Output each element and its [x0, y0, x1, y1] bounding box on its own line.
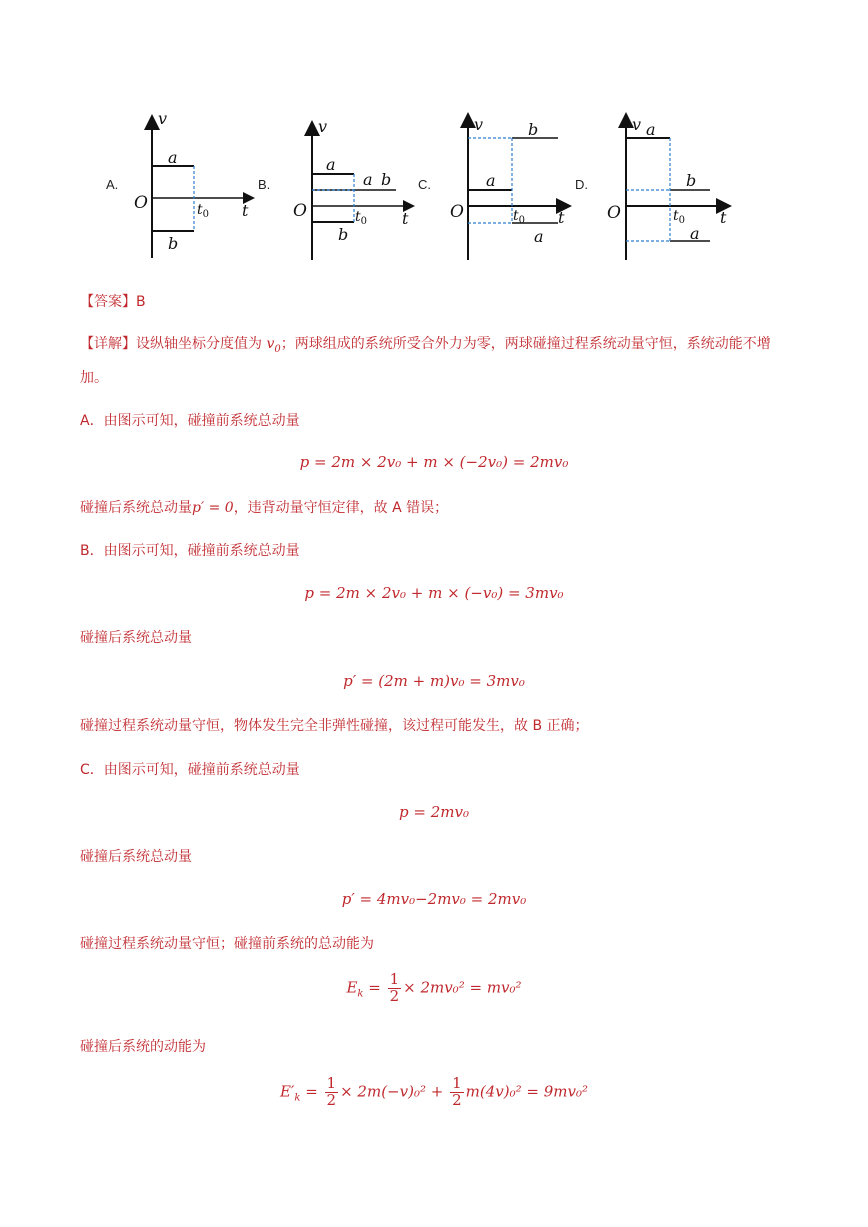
option-a-title: A．由图示可知，碰撞前系统总动量: [80, 413, 300, 429]
svg-text:t: t: [558, 208, 565, 227]
option-b-after-equation: p′ = (2m + m)v₀ = 3mv₀: [343, 672, 525, 690]
option-a-conclusion: 碰撞后系统总动量p′ = 0，违背动量守恒定律，故 A 错误；: [80, 500, 449, 516]
svg-text:b: b: [381, 170, 392, 189]
vt-graph-b: [290, 108, 420, 268]
answer-value: B: [136, 294, 146, 310]
svg-text:a: a: [363, 170, 373, 189]
svg-text:O: O: [450, 202, 464, 222]
option-c-after: 碰撞后系统总动量: [80, 849, 192, 865]
option-d-label: D.: [575, 177, 588, 192]
option-c-ke-after: 碰撞后系统的动能为: [80, 1039, 206, 1055]
option-c-label: C.: [418, 177, 431, 192]
option-b-title: B．由图示可知，碰撞前系统总动量: [80, 543, 300, 559]
origin-label: O: [134, 193, 148, 213]
v-label: v: [158, 109, 168, 128]
vt-graph-a: [130, 108, 260, 268]
svg-text:O: O: [293, 201, 307, 221]
option-c-equation: p = 2mv₀: [399, 803, 469, 821]
option-a-label: A.: [106, 177, 119, 192]
answer-tag: 答案: [94, 294, 122, 310]
option-b-after: 碰撞后系统总动量: [80, 630, 192, 646]
option-b-label: B.: [258, 177, 271, 192]
option-c-ke-equation: $E_k$ = $\frac{1}{2}$ × 2mv₀² = mv₀²: [346, 970, 522, 1005]
line-b-label: b: [168, 234, 179, 253]
line-a-label: a: [168, 148, 178, 167]
svg-text:v: v: [632, 115, 642, 134]
vt-graph-c: [446, 108, 576, 268]
svg-text:a: a: [534, 227, 544, 246]
option-b-conclusion: 碰撞过程系统动量守恒，物体发生完全非弹性碰撞，该过程可能发生，故 B 正确；: [80, 718, 589, 734]
answer-line: 【答案】B: [80, 294, 146, 310]
svg-text:v: v: [318, 117, 328, 136]
svg-text:O: O: [607, 203, 621, 223]
svg-text:t0: $t_0$: [355, 209, 368, 227]
svg-text:a: a: [326, 155, 336, 174]
option-c-after-equation: p′ = 4mv₀−2mv₀ = 2mv₀: [341, 890, 527, 908]
svg-text:a: a: [486, 171, 496, 190]
detail-intro: 【详解】设纵轴坐标分度值为 $v_0$；两球组成的系统所受合外力为零，两球碰撞过程系统动量守恒，系统动能不增加。: [80, 336, 771, 386]
svg-text:t0: $t_0$: [513, 208, 526, 226]
option-a-equation: p = 2m × 2v₀ + m × (−2v₀) = 2mv₀: [299, 453, 569, 471]
t-label: t: [242, 201, 249, 220]
svg-text:b: b: [528, 120, 539, 139]
option-c-ke-intro: 碰撞过程系统动量守恒；碰撞前系统的总动能为: [80, 936, 374, 952]
option-c-ke-after-equation: $E'_k$ = $\frac{1}{2}$ × 2m(−v)₀² + $\frac{1}{2}$ m(4v)₀² = 9mv₀²: [280, 1074, 588, 1109]
svg-text:t0: $t_0$: [197, 202, 210, 220]
svg-text:v: v: [474, 115, 484, 134]
svg-text:t: t: [402, 209, 409, 228]
svg-text:a: a: [646, 120, 656, 139]
svg-text:t: t: [720, 208, 727, 227]
option-c-title: C．由图示可知，碰撞前系统总动量: [80, 762, 300, 778]
svg-text:b: b: [338, 225, 349, 244]
svg-text:t0: $t_0$: [673, 208, 686, 226]
option-b-equation: p = 2m × 2v₀ + m × (−v₀) = 3mv₀: [304, 584, 564, 602]
detail-tag: 详解: [94, 336, 122, 352]
svg-text:b: b: [686, 171, 697, 190]
svg-text:a: a: [690, 224, 700, 243]
vt-graph-d: [604, 108, 734, 268]
